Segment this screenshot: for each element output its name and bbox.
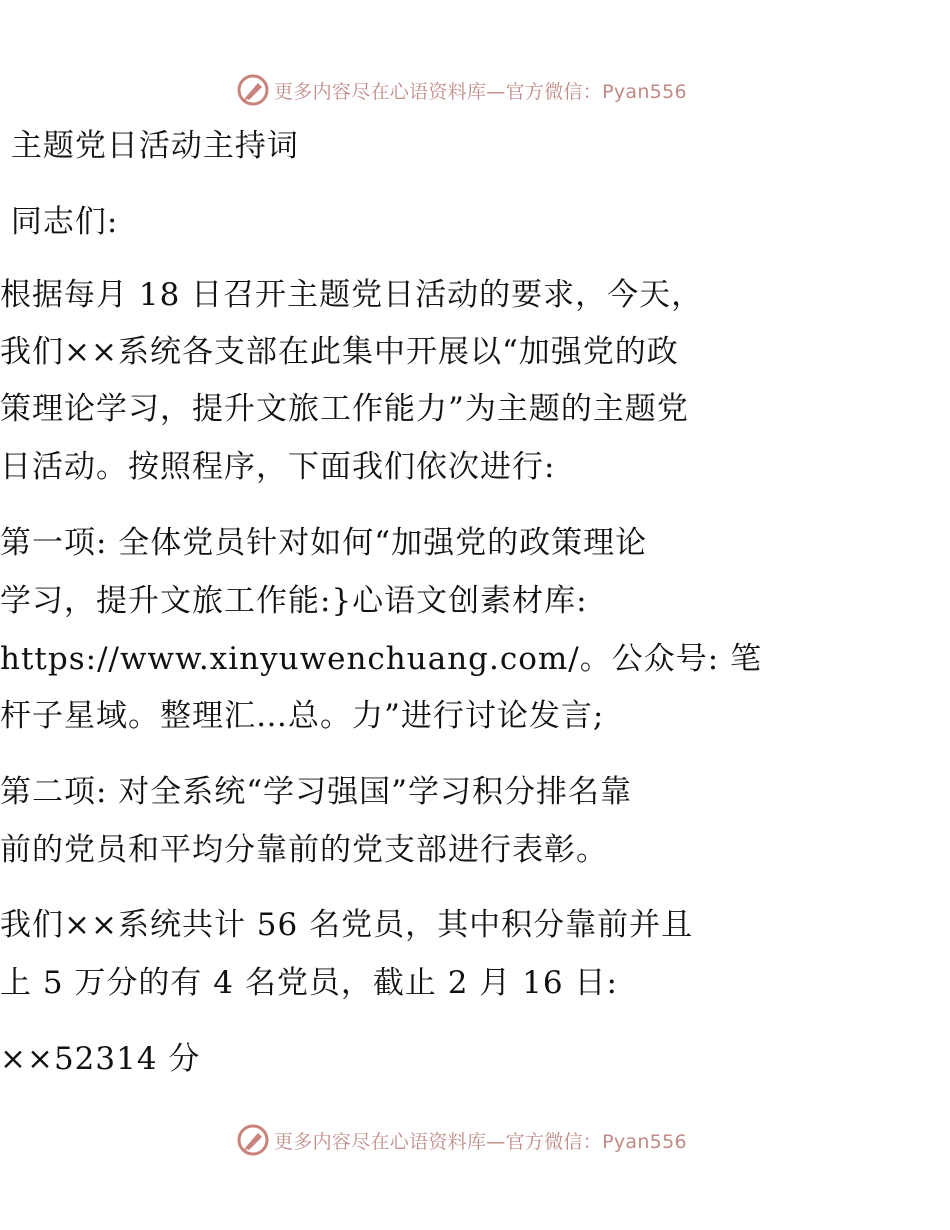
paragraph-line: ××52314 分 [0,1041,201,1077]
paragraph-line: 策理论学习，提升文旅工作能力”为主题的主题党 [0,391,689,427]
pen-nib-logo-icon [236,73,270,107]
greeting: 同志们: [10,204,119,240]
pen-nib-logo-icon [236,1123,270,1157]
paragraph-line-url: https://www.xinyuwenchuang.com/。公众号: 笔 [0,641,763,677]
watermark-text: 更多内容尽在心语资料库—官方微信：Pyan556 [274,80,687,103]
paragraph-line: 第二项: 对全系统“学习强国”学习积分排名靠 [0,774,632,810]
paragraph-line: 前的党员和平均分靠前的党支部进行表彰。 [0,832,608,868]
paragraph-line: 上 5 万分的有 4 名党员，截止 2 月 16 日: [0,965,618,1001]
watermark-text: 更多内容尽在心语资料库—官方微信：Pyan556 [274,1130,687,1153]
paragraph-line: 第一项: 全体党员针对如何“加强党的政策理论 [0,525,648,561]
paragraph-line: 根据每月 18 日召开主题党日活动的要求，今天， [0,277,704,313]
paragraph-line: 我们××系统共计 56 名党员，其中积分靠前并且 [0,907,694,943]
document-title: 主题党日活动主持词 [10,128,299,164]
paragraph-line: 杆子星域。整理汇…总。力”进行讨论发言; [0,698,605,734]
footer-watermark [236,1122,716,1158]
paragraph-line: 学习，提升文旅工作能:}心语文创素材库: [0,583,588,619]
header-watermark [236,72,716,108]
paragraph-line: 我们××系统各支部在此集中开展以“加强党的政 [0,334,679,370]
paragraph-line: 日活动。按照程序，下面我们依次进行: [0,449,556,485]
